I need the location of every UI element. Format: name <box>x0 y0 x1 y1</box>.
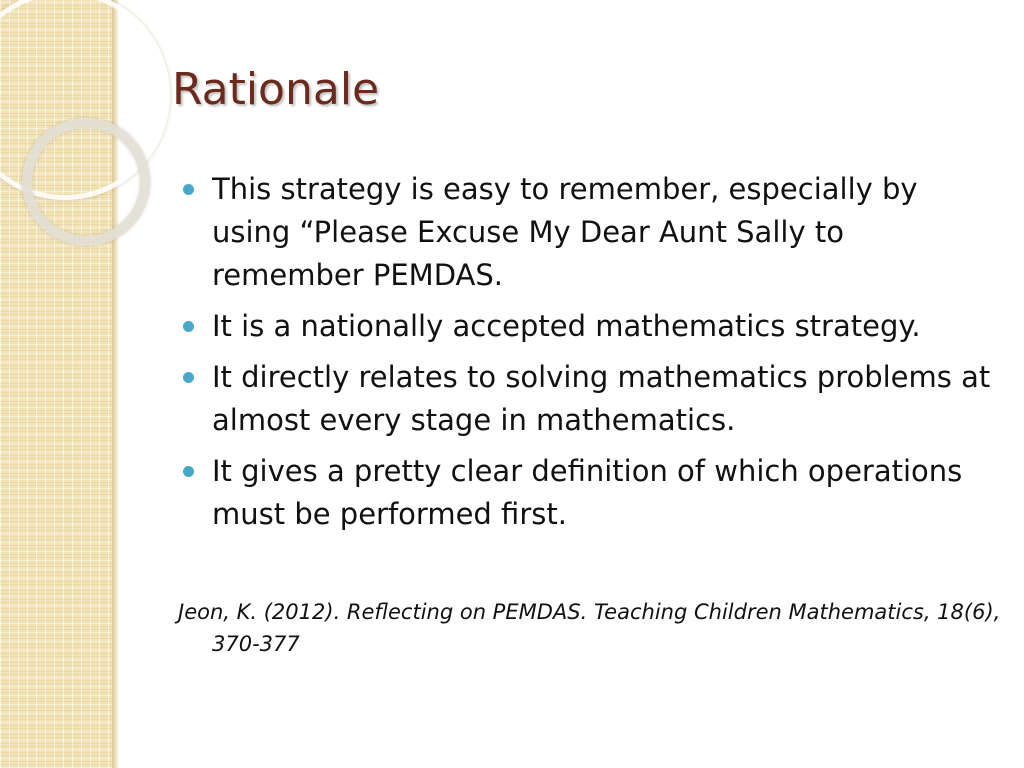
bullet-item <box>180 356 1000 442</box>
slide-title: Rationale <box>172 64 380 115</box>
bullet-text: This strategy is easy to remember, especially by using “Please Excuse My Dear Aunt Sally to remember PEMDAS. <box>212 172 918 292</box>
citation: Jeon, K. (2012). Reflecting on PEMDAS. Teaching Children Mathematics, 18(6), 370-377 <box>178 600 1001 656</box>
bullet-item <box>180 450 1000 536</box>
bullet-dot-icon <box>183 184 194 195</box>
bullet-text: It is a nationally accepted mathematics strategy. <box>212 309 921 343</box>
bullet-item <box>180 305 1000 348</box>
bullet-dot-icon <box>183 466 194 477</box>
bullet-list <box>180 168 1000 544</box>
bullet-dot-icon <box>183 372 194 383</box>
bullet-text: It directly relates to solving mathematics problems at almost every stage in mathematics. <box>212 360 991 437</box>
bullet-item <box>180 168 1000 297</box>
decorative-ring-small <box>22 118 150 246</box>
bullet-dot-icon <box>183 321 194 332</box>
bullet-text: It gives a pretty clear definition of which operations must be performed first. <box>212 454 963 531</box>
